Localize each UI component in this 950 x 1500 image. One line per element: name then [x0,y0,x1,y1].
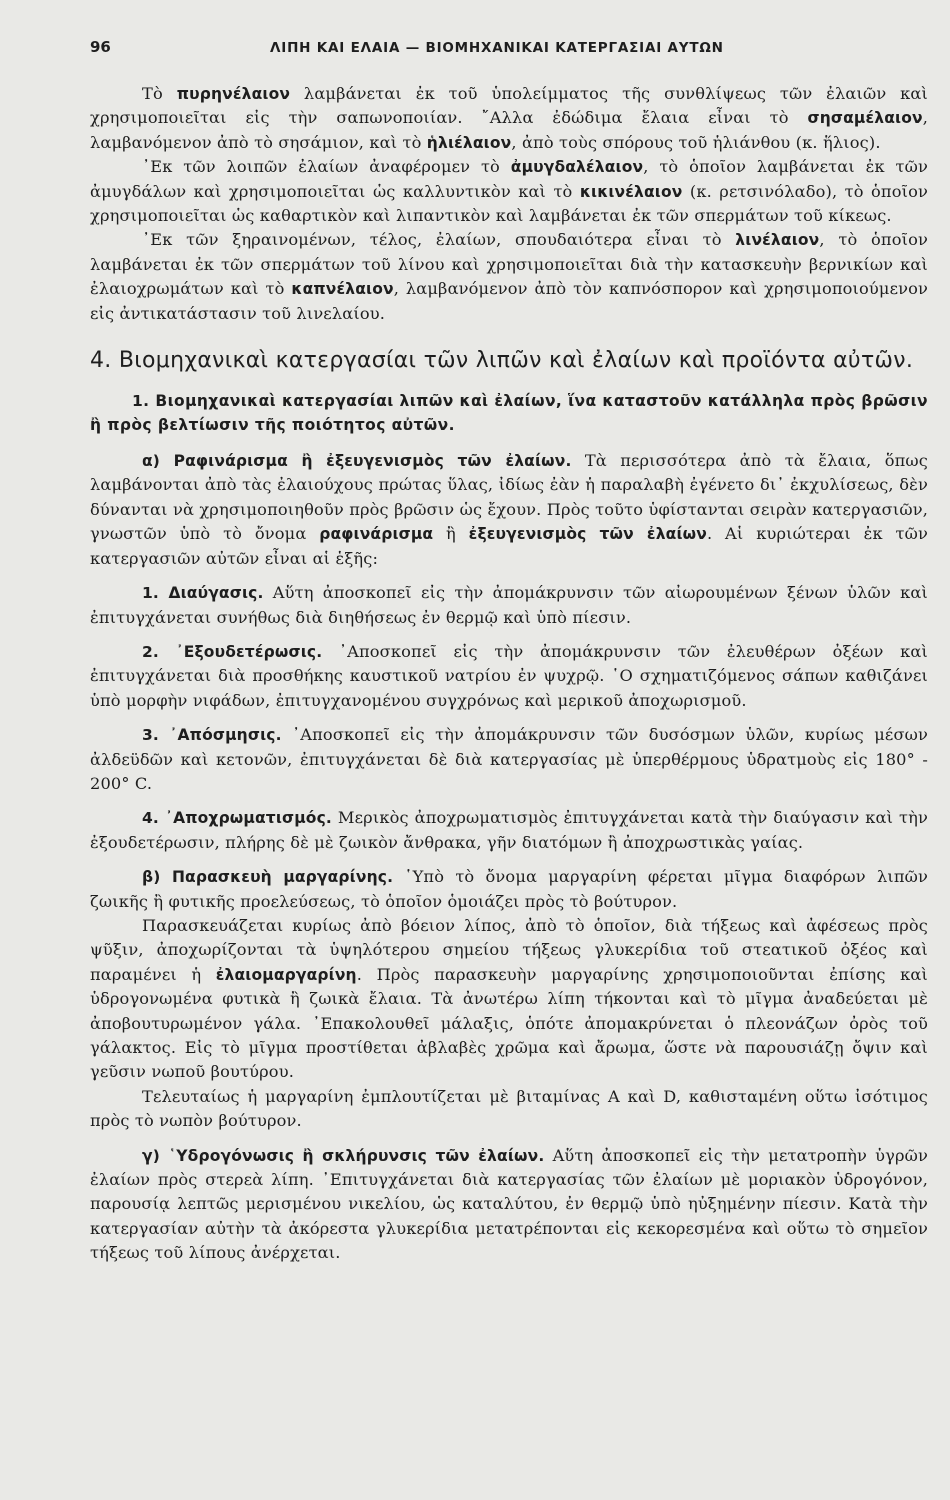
running-head: ΛΙΠΗ ΚΑΙ ΕΛΑΙΑ — ΒΙΟΜΗΧΑΝΙΚΑΙ ΚΑΤΕΡΓΑΣΙΑΙ ΑΥΤΩΝ [270,40,724,56]
term-kikinelaion: κικινέλαιον [579,182,683,201]
step-neutralization: 2. ᾿Εξουδετέρωσις. ᾿Αποσκοπεῖ εἰς τὴν ἀπομάκρυνσιν τῶν ἐλευθέρων ὀξέων καὶ ἐπιτυγχάνεται διὰ προσθήκης καυστικοῦ νατρίου ἐν ψυχρῷ. ῾Ο σχηματιζόμενος σάπων καθιζάνει ὑπὸ μορφὴν νιφάδων, ἐπιτυγχανομένου συγχρόνως καὶ μερικοῦ ἀποχωρισμοῦ. [90,641,928,710]
paragraph-hydrogenation: γ) ῾Υδρογόνωσις ἢ σκλήρυνσις τῶν ἐλαίων. Αὕτη ἀποσκοπεῖ εἰς τὴν μετατροπὴν ὑγρῶν ἐλαίων πρὸς στερεὰ λίπη. ᾿Επιτυγχάνεται διὰ κατεργασίας τῶν ἐλαίων μὲ μοριακὸν ὑδρογόνον, παρουσίᾳ λεπτῶς μερισμένου νικελίου, ὡς καταλύτου, ἐν θερμῷ ὑπὸ ηὐξημένην πίεσιν. Κατὰ τὴν κατεργασίαν αὐτὴν τὰ ἀκόρεστα γλυκερίδια μετατρέπονται εἰς κεκορεσμένα καὶ οὕτω τὸ σημεῖον τήξεως τοῦ λίπους ἀνέρχεται. [90,1145,928,1263]
paragraph-drying-oils: ᾿Εκ τῶν ξηραινομένων, τέλος, ἐλαίων, σπουδαιότερα εἶναι τὸ λινέλαιον, τὸ ὁποῖον λαμβάνεται ἐκ τῶν σπερμάτων τοῦ λίνου καὶ χρησιμοποιεῖται διὰ τὴν κατασκευὴν βερνικίων καὶ ἐλαιοχρωμάτων καὶ τὸ καπνέλαιον, λαμβανόμενον ἀπὸ τὸν καπνόσπορον καὶ χρησιμοποιούμενον εἰς ἀντικατάστασιν τοῦ λινελαίου. [90,230,928,323]
subsection-label-refining: α) Ραφινάρισμα ἢ ἐξευγενισμὸς τῶν ἐλαίων. [142,452,572,471]
paragraph-margarine-preparation: Παρασκευάζεται κυρίως ἀπὸ βόειον λίπος, ἀπὸ τὸ ὁποῖον, διὰ τήξεως καὶ ἀφέσεως πρὸς ψῦξιν, ἀποχωρίζονται τὰ ὑψηλότερου σημείου τήξεως γλυκερίδια τοῦ στεατικοῦ ὀξέος καὶ παραμένει ἡ ἐλαιομαργαρίνη. Πρὸς παρασκευὴν μαργαρίνης χρησιμοποιοῦνται ἐπίσης καὶ ὑδρογονωμένα φυτικὰ ἢ ζωικὰ ἔλαια. Τὰ ἀνωτέρω λίπη τήκονται καὶ τὸ μῖγμα ἀναδεύεται μὲ ἀποβουτυρωμένον γάλα. ᾿Επακολουθεῖ μάλαξις, ὁπότε ἀπομακρύνεται ὁ πλεονάζων ὀρὸς τοῦ γάλακτος. Εἰς τὸ μῖγμα προστίθεται ἀβλαβὲς χρῶμα καὶ ἄρωμα, ὥστε νὰ παρουσιάζῃ ὄψιν καὶ γεῦσιν νωποῦ βουτύρου. [90,915,928,1082]
term-linelaion: λινέλαιον [735,231,820,250]
subsection-label-margarine: β) Παρασκευὴ μαργαρίνης. [142,868,394,887]
term-kapnelaion: καπνέλαιον [291,280,394,299]
step-decolorization: 4. ᾿Αποχρωματισμός. Μερικὸς ἀποχρωματισμὸς ἐπιτυγχάνεται κατὰ τὴν διαύγασιν καὶ τὴν ἐξουδετέρωσιν, πλήρης δὲ μὲ ζωικὸν ἄνθρακα, γῆν διατόμων ἢ ἀποχρωστικὰς γαίας. [90,808,929,852]
step-clarification: 1. Διαύγασις. Αὕτη ἀποσκοπεῖ εἰς τὴν ἀπομάκρυνσιν τῶν αἰωρουμένων ξένων ὑλῶν καὶ ἐπιτυγχάνεται συνήθως διὰ διηθήσεως ἐν θερμῷ καὶ ὑπὸ πίεσιν. [90,583,928,627]
paragraph-pyrinelaion: Τὸ πυρηνέλαιον λαμβάνεται ἐκ τοῦ ὑπολείμματος τῆς συνθλίψεως τῶν ἐλαιῶν καὶ χρησιμοποιεῖται εἰς τὴν σαπωνοποιίαν. ῎Αλλα ἐδώδιμα ἔλαια εἶναι τὸ σησαμέλαιον, λαμβανόμενον ἀπὸ τὸ σησάμιον, καὶ τὸ ἡλιέλαιον, ἀπὸ τοὺς σπόρους τοῦ ἡλιάνθου (κ. ἥλιος). [90,84,928,152]
term-pyrinelaion: πυρηνέλαιον [176,85,291,103]
step-deodorization: 3. ᾿Απόσμησις. ᾿Αποσκοπεῖ εἰς τὴν ἀπομάκρυνσιν τῶν δυσόσμων ὑλῶν, κυρίως μέσων ἀλδεϋδῶν καὶ κετονῶν, ἐπιτυγχάνεται δὲ διὰ κατεργασίας μὲ ὑπερθέρμους ὑδρατμοὺς εἰς 180° - 200° C. [90,725,928,793]
paragraph-margarine: β) Παρασκευὴ μαργαρίνης. ῾Υπὸ τὸ ὄνομα μαργαρίνη φέρεται μῖγμα διαφόρων λιπῶν ζωικῆς ἢ φυτικῆς προελεύσεως, τὸ ὁποῖον ὁμοιάζει πρὸς τὸ βούτυρον. [90,867,928,911]
chapter-heading: 4. Βιομηχανικαὶ κατεργασίαι τῶν λιπῶν καὶ ἐλαίων καὶ προϊόντα αὐτῶν. [90,348,914,374]
term-ilielaion: ἡλιέλαιον [426,133,512,152]
paragraph-other-oils: ᾿Εκ τῶν λοιπῶν ἐλαίων ἀναφέρομεν τὸ ἀμυγδαλέλαιον, τὸ ὁποῖον λαμβάνεται ἐκ τῶν ἀμυγδάλων καὶ χρησιμοποιεῖται ὡς καλλυντικὸν καὶ τὸ κικινέλαιον (κ. ρετσινόλαδο), τὸ ὁποῖον χρησιμοποιεῖται ὡς καθαρτικὸν καὶ λιπαντικὸν καὶ λαμβάνεται ἐκ τῶν σπερμάτων τοῦ κίκεως. [90,157,929,226]
paragraph-refining: α) Ραφινάρισμα ἢ ἐξευγενισμὸς τῶν ἐλαίων. Τὰ περισσότερα ἀπὸ τὰ ἔλαια, ὅπως λαμβάνονται ἀπὸ τὰς ἐλαιούχους πρώτας ὕλας, ἰδίως ἐὰν ἡ παραλαβὴ ἐγένετο δι᾿ ἐκχυλίσεως, δὲν δύνανται νὰ χρησιμοποιηθοῦν πρὸς βρῶσιν ὡς ἔχουν. Πρὸς τοῦτο ὑφίστανται σειρὰν κατεργασιῶν, γνωστῶν ὑπὸ τὸ ὄνομα ραφινάρισμα ἢ ἐξευγενισμὸς τῶν ἐλαίων. Αἱ κυριώτεραι ἐκ τῶν κατεργασιῶν αὐτῶν εἶναι αἱ ἑξῆς: [90,451,928,568]
term-amygdalelaion: ἀμυγδαλέλαιον [510,158,644,177]
term-rafinarisma: ραφινάρισμα [319,525,434,544]
term-sisamelaion: σησαμέλαιον [807,109,923,128]
term-elaiomargarini: ἐλαιομαργαρίνη [215,965,357,984]
body-text [90,82,928,1266]
term-exevgenismos: ἐξευγενισμὸς τῶν ἐλαίων [468,525,707,544]
paragraph-margarine-vitamins: Τελευταίως ἡ μαργαρίνη ἐμπλουτίζεται μὲ βιταμίνας A καὶ D, καθισταμένη οὕτω ἰσότιμος πρὸς τὸ νωπὸν βούτυρον. [90,1086,928,1131]
page-number: 96 [90,38,111,56]
section-heading: 1. Βιομηχανικαὶ κατεργασίαι λιπῶν καὶ ἐλαίων, ἵνα καταστοῦν κατάλληλα πρὸς βρῶσιν ἢ πρὸς βελτίωσιν τῆς ποιότητος αὐτῶν. [90,392,928,435]
subsection-label-hydrogenation: γ) ῾Υδρογόνωσις ἢ σκλήρυνσις τῶν ἐλαίων. [142,1146,545,1165]
